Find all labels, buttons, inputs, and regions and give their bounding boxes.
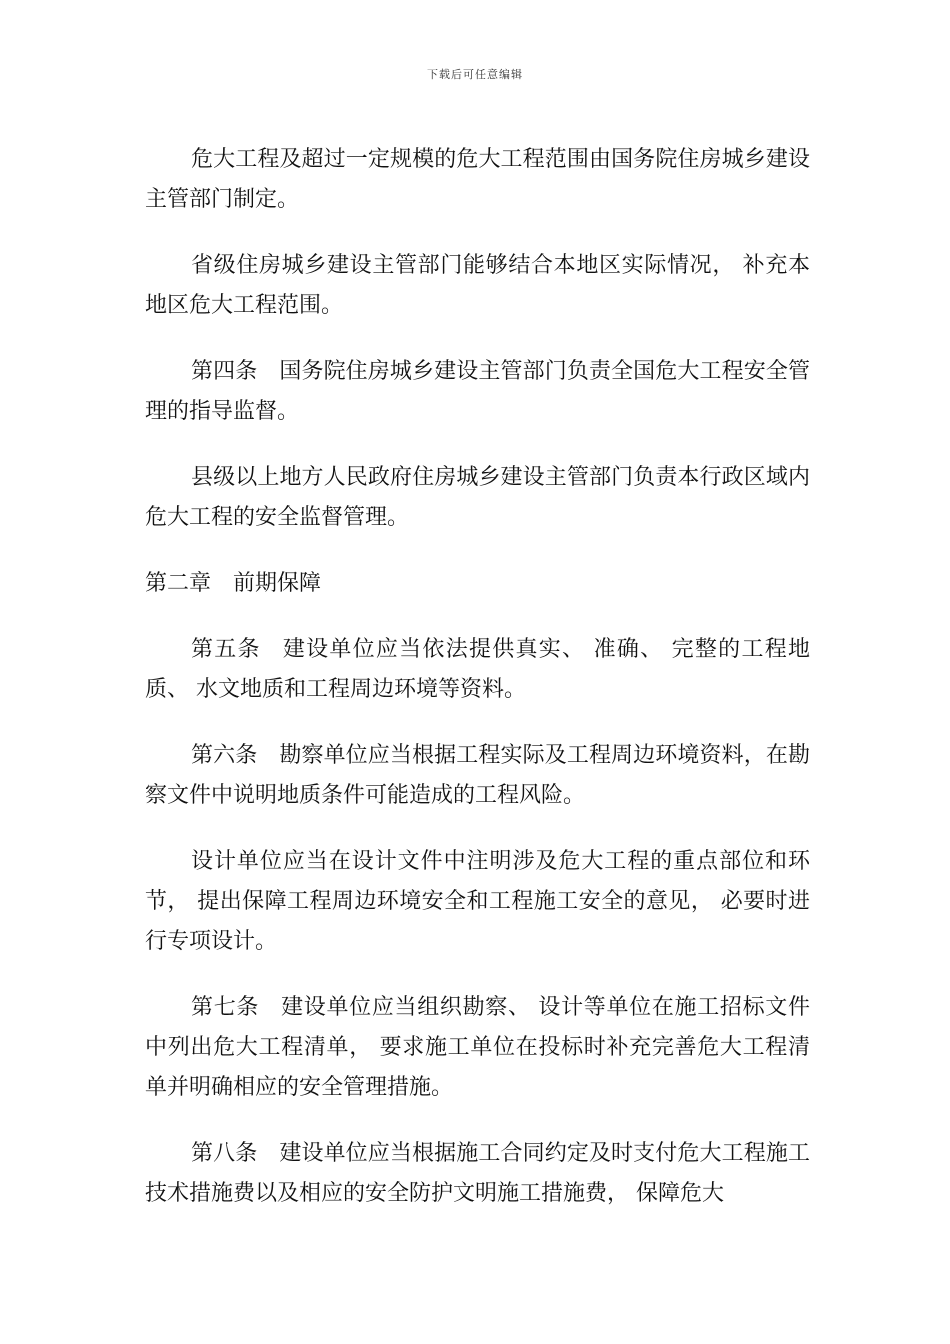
article-4: [145, 352, 810, 432]
article-number: 第五条: [191, 637, 261, 662]
page-header-note: 下载后可任意编辑: [427, 68, 523, 81]
article-text: 建设单位应当根据施工合同约定及时支付危大工程施工技术措施费以及相应的安全防护文明施工措施费， 保障危大: [145, 1141, 810, 1206]
article-text: 勘察单位应当根据工程实际及工程周边环境资料，在勘察文件中说明地质条件可能造成的工程风险。: [145, 743, 810, 808]
article-5: [145, 630, 810, 710]
chapter-title: 前期保障: [233, 571, 322, 596]
article-number: 第六条: [191, 743, 258, 768]
document-body: [145, 140, 810, 1240]
paragraph-text: 危大工程及超过一定规模的危大工程范围由国务院住房城乡建设主管部门制定。: [145, 147, 810, 212]
paragraph-provincial-scope: [145, 246, 810, 326]
article-text: 建设单位应当依法提供真实、 准确、 完整的工程地质、 水文地质和工程周边环境等资料。: [145, 637, 810, 702]
paragraph-text: 省级住房城乡建设主管部门能够结合本地区实际情况， 补充本地区危大工程范围。: [145, 253, 810, 318]
paragraph-scope: [145, 140, 810, 220]
chapter-2-heading: [145, 564, 810, 604]
article-number: 第四条: [191, 359, 258, 384]
paragraph-text: 县级以上地方人民政府住房城乡建设主管部门负责本行政区域内危大工程的安全监督管理。: [145, 465, 810, 530]
paragraph-county-supervision: [145, 458, 810, 538]
article-7: [145, 988, 810, 1108]
paragraph-text: 设计单位应当在设计文件中注明涉及危大工程的重点部位和环节， 提出保障工程周边环境安全和工程施工安全的意见， 必要时进行专项设计。: [145, 849, 810, 954]
article-8: [145, 1134, 810, 1214]
article-text: 建设单位应当组织勘察、 设计等单位在施工招标文件中列出危大工程清单， 要求施工单位在投标时补充完善危大工程清单并明确相应的安全管理措施。: [145, 995, 810, 1100]
article-6: [145, 736, 810, 816]
chapter-number: 第二章: [145, 571, 212, 596]
article-number: 第八条: [191, 1141, 258, 1166]
article-number: 第七条: [191, 995, 260, 1020]
paragraph-design-unit: [145, 842, 810, 962]
article-text: 国务院住房城乡建设主管部门负责全国危大工程安全管理的指导监督。: [145, 359, 810, 424]
